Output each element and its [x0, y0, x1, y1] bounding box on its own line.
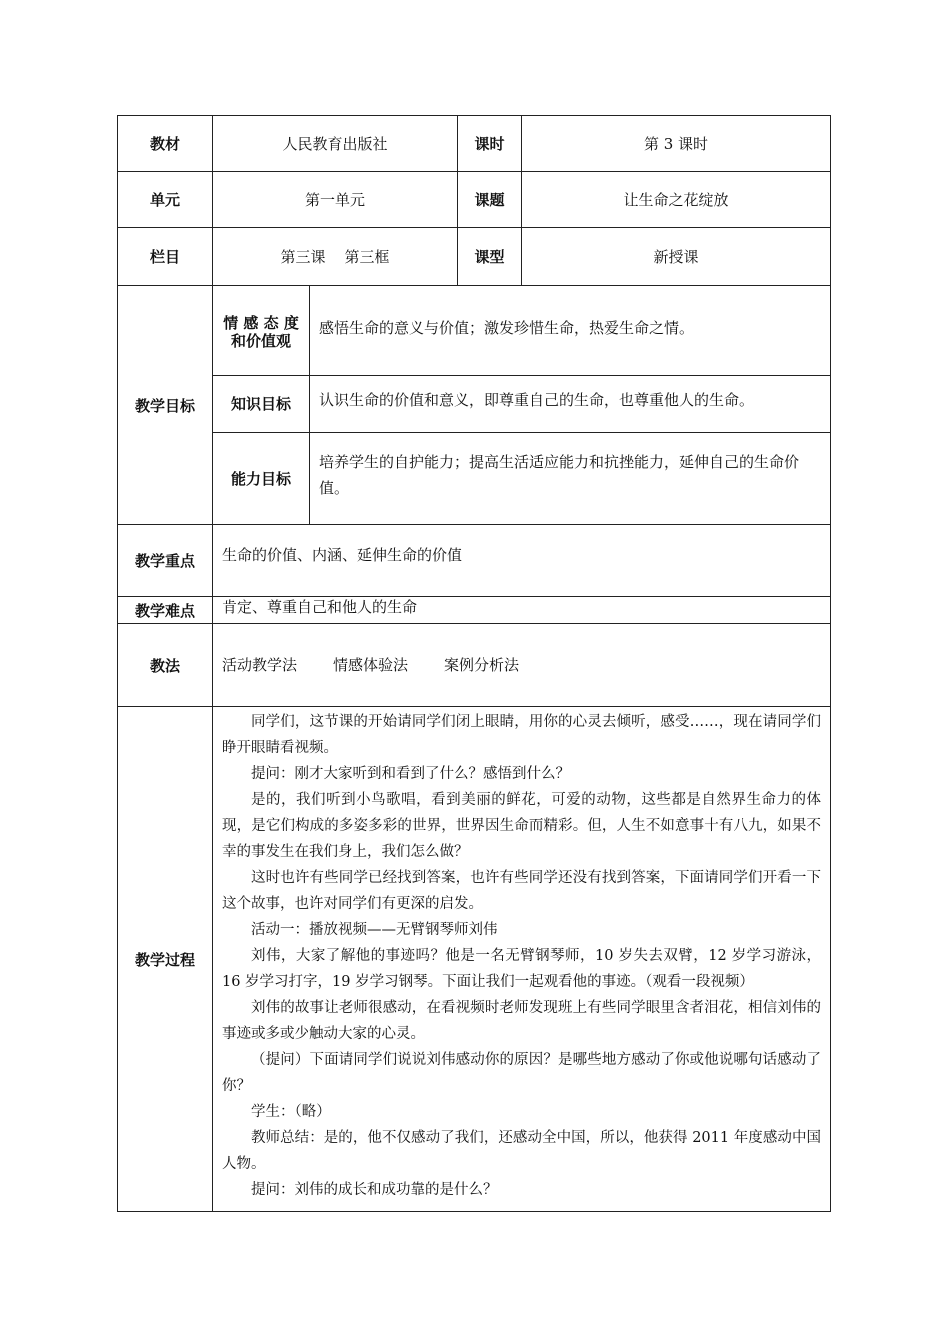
- row-key-points: [118, 525, 831, 597]
- process-paragraph: 刘伟的故事让老师很感动，在看视频时老师发现班上有些同学眼里含者泪花，相信刘伟的事迹或多或少触动大家的心灵。: [222, 1000, 822, 1042]
- difficulties-text: 肯定、尊重自己和他人的生命: [213, 597, 831, 624]
- row-unit: [118, 172, 831, 228]
- process-paragraph: 同学们，这节课的开始请同学们闭上眼睛，用你的心灵去倾听，感受……，现在请同学们睁开眼睛看视频。: [222, 714, 822, 756]
- process-paragraph: （提问）下面请同学们说说刘伟感动你的原因？是哪些地方感动了你或他说哪句话感动了你？: [222, 1052, 822, 1094]
- process-label: 教学过程: [118, 707, 213, 1212]
- period-value: 第 3 课时: [522, 116, 831, 172]
- objective-knowledge-label: 知识目标: [213, 376, 310, 433]
- row-objective-knowledge: [118, 376, 831, 433]
- method-item: 情感体验法: [333, 656, 409, 674]
- objective-knowledge-text: 认识生命的价值和意义，即尊重自己的生命，也尊重他人的生命。: [310, 376, 831, 433]
- column-value: 第三课 第三框: [213, 228, 458, 286]
- process-paragraph: 这时也许有些同学已经找到答案，也许有些同学还没有找到答案，下面请同学们开看一下这个故事，也许对同学们有更深的启发。: [222, 870, 822, 912]
- topic-value: 让生命之花绽放: [522, 172, 831, 228]
- objectives-label: 教学目标: [118, 286, 213, 525]
- column-label: 栏目: [118, 228, 213, 286]
- process-paragraph: 学生：（略）: [251, 1104, 331, 1120]
- row-difficulties: [118, 597, 831, 624]
- methods-label: 教法: [118, 624, 213, 707]
- row-objective-ability: [118, 433, 831, 525]
- row-objective-attitude: [118, 286, 831, 376]
- period-label: 课时: [458, 116, 522, 172]
- lesson-plan-document: [117, 115, 830, 1212]
- method-item: 案例分析法: [444, 656, 520, 674]
- objective-attitude-label: 情 感 态 度和价值观: [213, 286, 310, 376]
- type-label: 课型: [458, 228, 522, 286]
- difficulties-label: 教学难点: [118, 597, 213, 624]
- lesson-plan-table: [117, 115, 831, 1212]
- objective-ability-text: 培养学生的自护能力；提高生活适应能力和抗挫能力，延伸自己的生命价值。: [310, 433, 831, 525]
- methods-list: [213, 624, 831, 707]
- unit-label: 单元: [118, 172, 213, 228]
- material-value: 人民教育出版社: [213, 116, 458, 172]
- type-value: 新授课: [522, 228, 831, 286]
- objective-attitude-text: 感悟生命的意义与价值；激发珍惜生命，热爱生命之情。: [310, 286, 831, 376]
- row-material: [118, 116, 831, 172]
- process-paragraph: 刘伟，大家了解他的事迹吗？他是一名无臂钢琴师，10 岁失去双臂，12 岁学习游泳，16 岁学习打字，19 岁学习钢琴。下面让我们一起观看他的事迹。（观看一段视频）: [222, 948, 822, 990]
- process-content: [213, 707, 831, 1212]
- unit-value: 第一单元: [213, 172, 458, 228]
- row-process: [118, 707, 831, 1212]
- row-column: [118, 228, 831, 286]
- topic-label: 课题: [458, 172, 522, 228]
- objective-ability-label: 能力目标: [213, 433, 310, 525]
- process-paragraph: 提问：刘伟的成长和成功靠的是什么？: [251, 1182, 498, 1198]
- key-points-label: 教学重点: [118, 525, 213, 597]
- process-paragraph: 是的，我们听到小鸟歌唱，看到美丽的鲜花，可爱的动物，这些都是自然界生命力的体现，是它们构成的多姿多彩的世界，世界因生命而精彩。但，人生不如意事十有八九，如果不幸的事发生在我们身上，我们怎么做？: [222, 792, 822, 860]
- material-label: 教材: [118, 116, 213, 172]
- process-paragraph: 教师总结：是的，他不仅感动了我们，还感动全中国，所以，他获得 2011 年度感动中国人物。: [222, 1130, 822, 1172]
- process-paragraph: 活动一：播放视频——无臂钢琴师刘伟: [251, 922, 498, 938]
- method-item: 活动教学法: [222, 656, 298, 674]
- key-points-text: 生命的价值、内涵、延伸生命的价值: [213, 525, 831, 597]
- row-methods: [118, 624, 831, 707]
- process-paragraph: 提问：刚才大家听到和看到了什么？感悟到什么？: [251, 766, 570, 782]
